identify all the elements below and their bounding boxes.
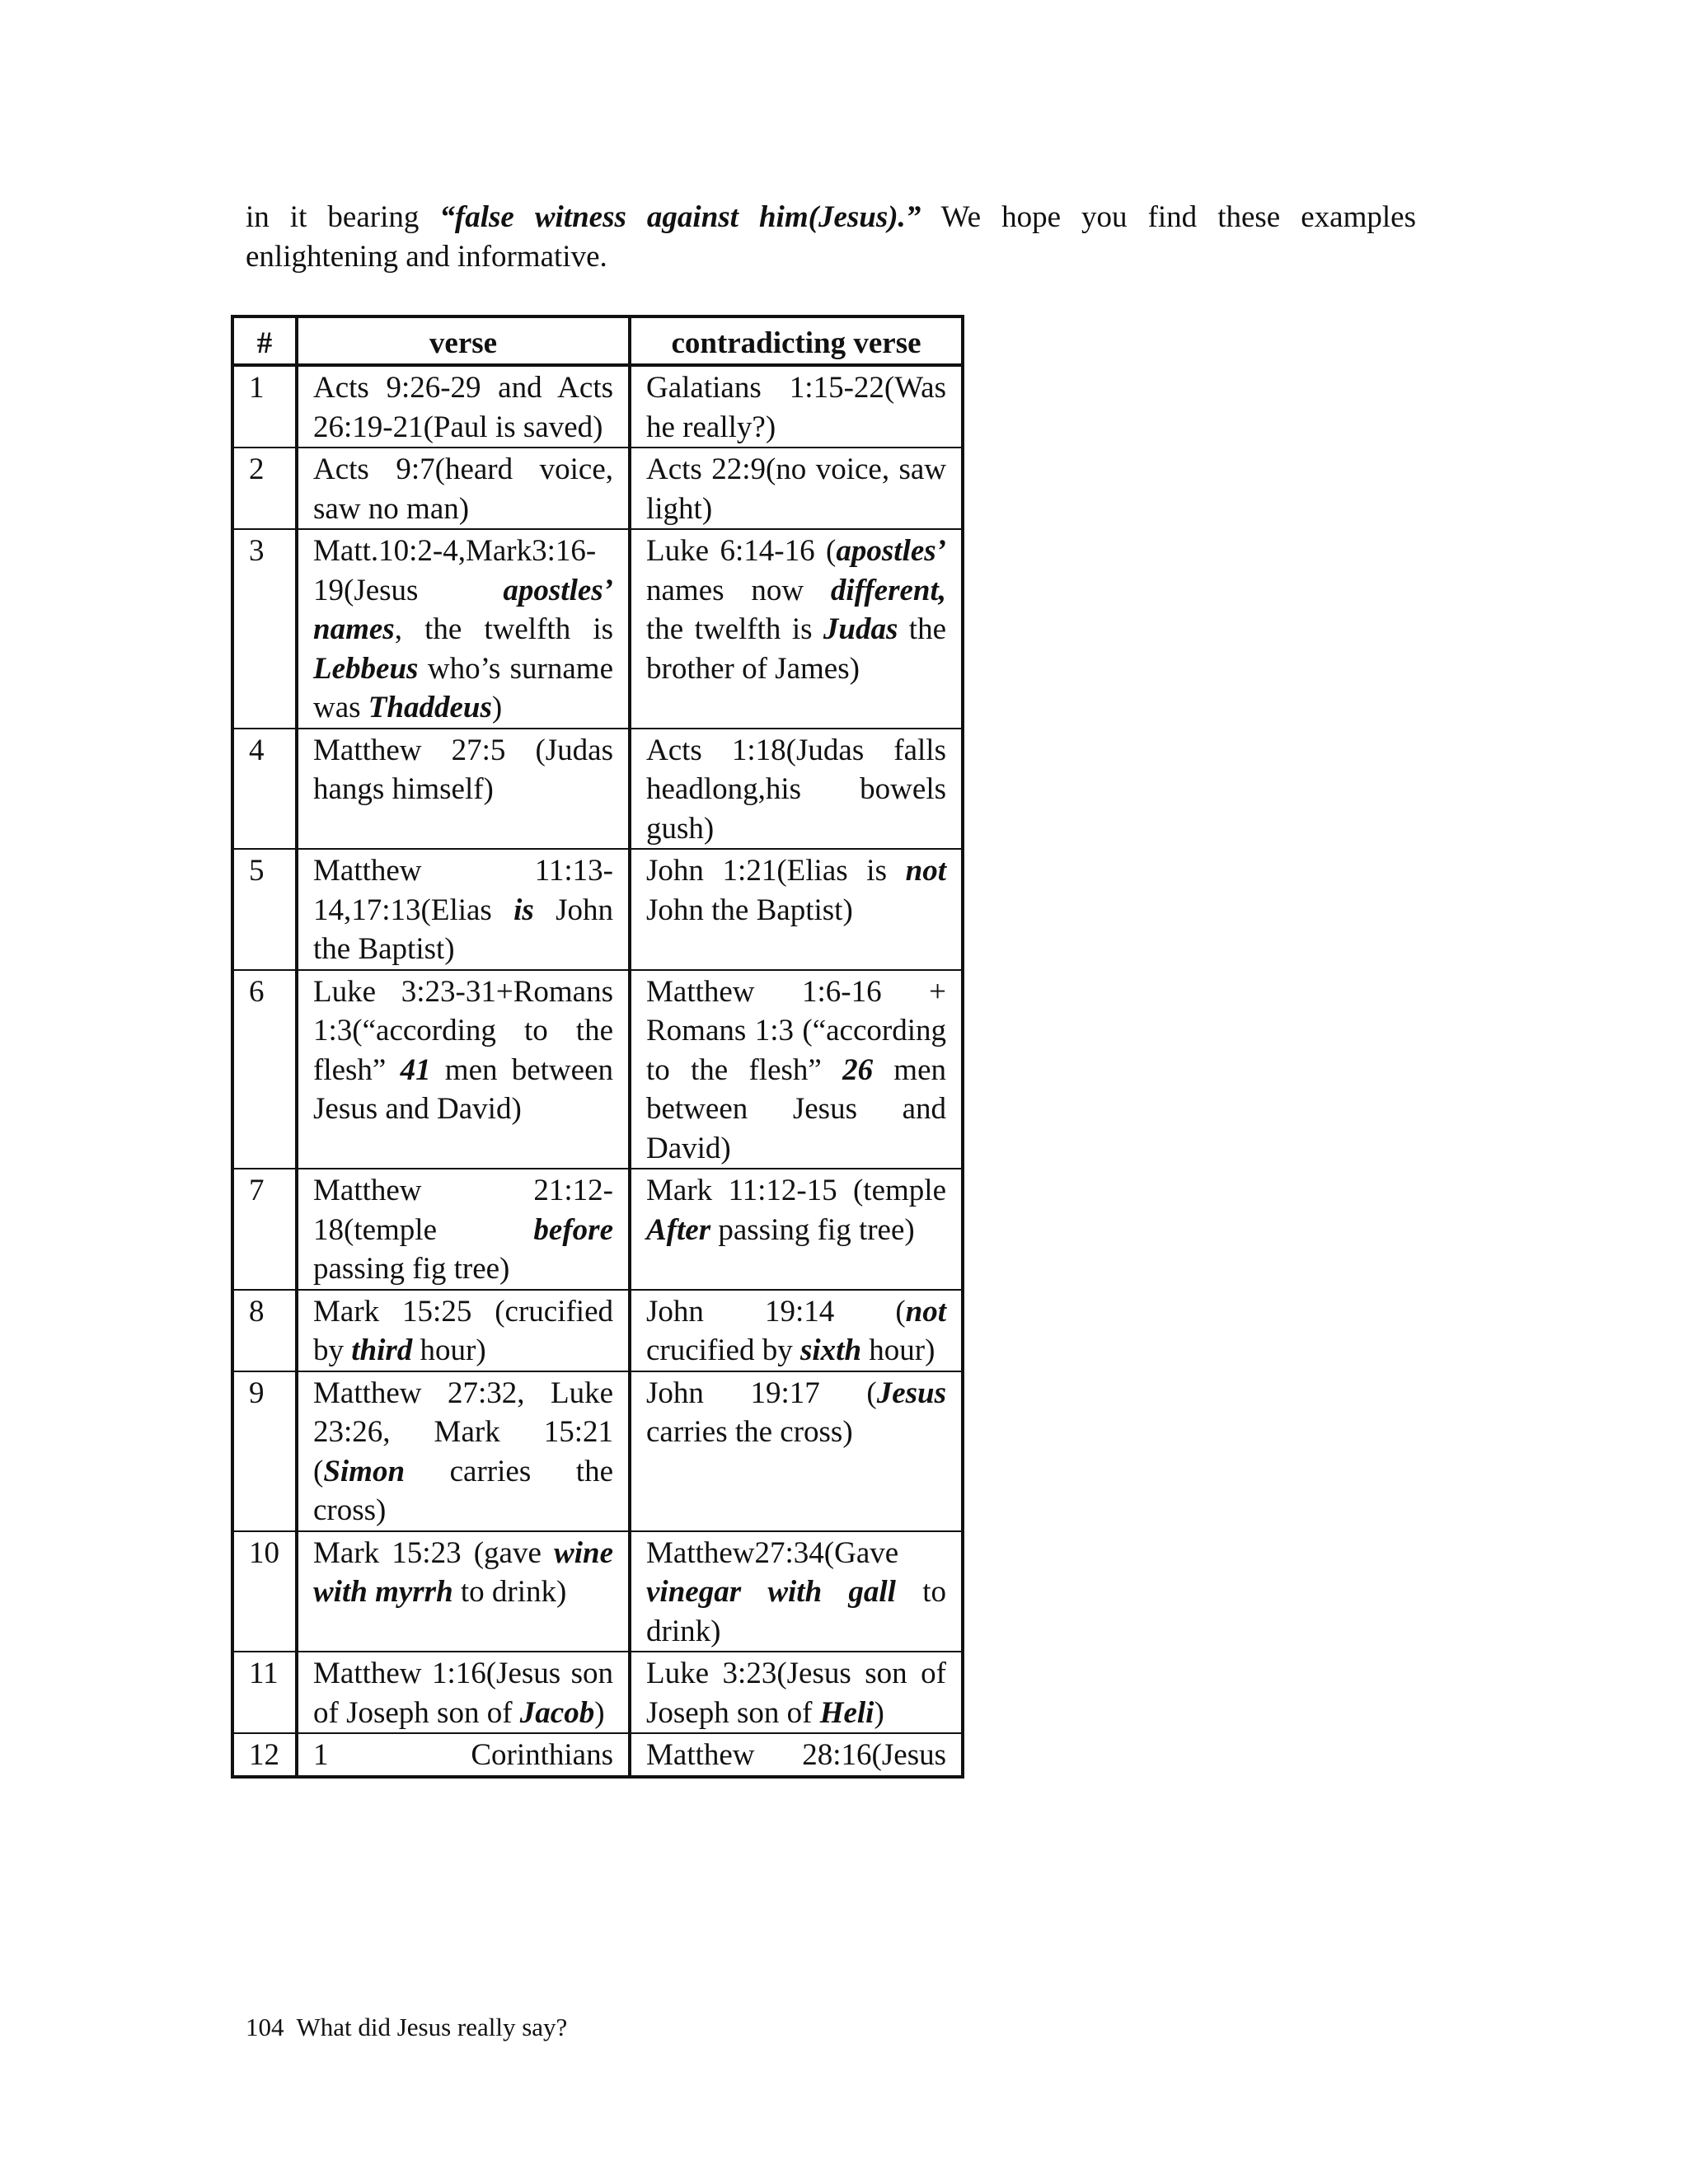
cell-text: men between Jesus and David) — [646, 1052, 947, 1165]
row-number: 3 — [232, 529, 297, 729]
row-number: 6 — [232, 970, 297, 1169]
cell-text: passing fig tree) — [710, 1212, 915, 1247]
page-number: 104 — [246, 2013, 284, 2041]
emphasis-text: not — [905, 854, 946, 888]
contradicting-verse-cell — [630, 1733, 963, 1777]
cell-text: Acts 22:9(no voice, saw light) — [646, 452, 946, 526]
cell-text: 1 Corinthians — [313, 1738, 613, 1772]
emphasis-text: After — [646, 1212, 711, 1247]
cell-text: Matthew 1:16(Jesus son of Joseph son of — [313, 1657, 613, 1730]
emphasis-text: Jesus — [876, 1376, 946, 1410]
emphasis-text: Lebbeus — [313, 651, 419, 686]
contradicting-verse-cell — [630, 1371, 963, 1531]
intro-text-post: We hope you find these examples — [921, 200, 1416, 234]
cell-text: Matthew 1:6-16 + Romans 1:3 (“according to the flesh” — [646, 974, 946, 1087]
contradicting-verse-cell — [630, 529, 963, 729]
verse-cell — [297, 1531, 630, 1652]
intro-paragraph — [246, 198, 1416, 277]
emphasis-text: sixth — [799, 1333, 862, 1367]
emphasis-text: Jacob — [519, 1695, 595, 1730]
emphasis-text: is — [513, 893, 534, 927]
contradicting-verse-cell — [630, 1169, 963, 1290]
row-number: 2 — [232, 448, 297, 529]
emphasis-text: Thaddeus — [368, 691, 492, 724]
row-number: 10 — [232, 1531, 297, 1652]
cell-text: crucified by — [646, 1333, 800, 1367]
row-number: 9 — [232, 1371, 297, 1531]
cell-text: who’s surname was — [313, 651, 613, 724]
emphasis-text: different, — [830, 573, 946, 607]
verse-cell — [297, 849, 630, 970]
emphasis-text: Simon — [323, 1454, 406, 1488]
emphasis-text: third — [351, 1333, 413, 1367]
verse-cell — [297, 729, 630, 850]
cell-text: John 19:14 ( — [646, 1294, 906, 1329]
cell-text: men between Jesus and David) — [313, 1052, 613, 1126]
cell-text: Acts 9:26-29 and Acts 26:19-21(Paul is saved) — [313, 371, 613, 444]
table-body — [232, 365, 963, 1777]
intro-text-pre: in it bearing — [246, 200, 440, 234]
cell-text: passing fig tree) — [313, 1252, 510, 1286]
verse-cell — [297, 1733, 630, 1777]
verse-cell — [297, 1169, 630, 1290]
table-row — [232, 1169, 963, 1290]
cell-text: Luke 3:23(Jesus son of Joseph son of — [646, 1657, 946, 1730]
row-number: 5 — [232, 849, 297, 970]
intro-quote: “false witness against him(Jesus).” — [439, 200, 921, 234]
cell-text: Galatians 1:15-22(Was he really?) — [646, 371, 946, 444]
contradicting-verse-cell — [630, 729, 963, 850]
cell-text: hour) — [412, 1333, 486, 1367]
emphasis-text: wine with myrrh — [313, 1535, 613, 1609]
verse-cell — [297, 1652, 630, 1733]
verse-cell — [297, 1371, 630, 1531]
cell-text: John 1:21(Elias is — [646, 854, 906, 888]
cell-text: to drink) — [646, 1575, 946, 1648]
cell-text: the twelfth is — [646, 612, 823, 646]
cell-text: ) — [874, 1695, 884, 1730]
cell-text: Matt.10:2-4,Mark3:16-19(Jesus — [313, 534, 597, 607]
cell-text: ) — [491, 691, 503, 724]
cell-text: carries the cross) — [313, 1454, 613, 1527]
cell-text: Luke 3:23-31+Romans 1:3(“according to the flesh” — [313, 974, 613, 1087]
cell-text: names now — [646, 573, 831, 607]
verse-cell — [297, 970, 630, 1169]
table-row — [232, 1733, 963, 1777]
table-row — [232, 365, 963, 448]
emphasis-text: apostles’ names — [313, 573, 613, 646]
cell-text: Mark 15:23 (gave — [313, 1535, 555, 1570]
row-number: 11 — [232, 1652, 297, 1733]
cell-text: Matthew 28:16(Jesus — [646, 1738, 946, 1772]
cell-text: Matthew 21:12-18(temple — [313, 1174, 613, 1247]
cell-text: ) — [594, 1695, 605, 1730]
emphasis-text: vinegar with gall — [646, 1575, 896, 1609]
contradicting-verse-cell — [630, 448, 963, 529]
cell-text: Mark 15:25 (crucified by — [313, 1294, 613, 1367]
emphasis-text: Judas — [823, 612, 898, 646]
cell-text: John the Baptist) — [646, 893, 853, 927]
cell-text: Matthew 27:32, Luke 23:26, Mark 15:21 ( — [313, 1376, 613, 1488]
table-row — [232, 1290, 963, 1371]
emphasis-text: not — [905, 1294, 946, 1329]
contradicting-verse-cell — [630, 970, 963, 1169]
cell-text: hour) — [861, 1333, 935, 1367]
running-title: What did Jesus really say? — [296, 2013, 568, 2041]
emphasis-text: 26 — [842, 1052, 874, 1087]
cell-text: , the twelfth is — [394, 612, 613, 646]
table-row — [232, 1371, 963, 1531]
contradicting-verse-cell — [630, 1290, 963, 1371]
table-row — [232, 729, 963, 850]
row-number: 7 — [232, 1169, 297, 1290]
contradicting-verse-cell — [630, 1652, 963, 1733]
cell-text: Matthew 11:13-14,17:13(Elias — [313, 854, 613, 927]
contradicting-verse-cell — [630, 849, 963, 970]
header-contradicting-verse: contradicting verse — [630, 316, 963, 365]
intro-line-1 — [246, 198, 1416, 237]
table-row — [232, 529, 963, 729]
emphasis-text: before — [533, 1212, 613, 1247]
cell-text: Acts 1:18(Judas falls headlong,his bowels gush) — [646, 733, 946, 846]
cell-text: John the Baptist) — [313, 893, 613, 966]
cell-text: Acts 9:7(heard voice, saw no man) — [313, 452, 613, 526]
cell-text: Matthew27:34(Gave — [646, 1535, 899, 1570]
cell-text: Matthew 27:5 (Judas hangs himself) — [313, 733, 613, 806]
header-verse: verse — [297, 316, 630, 365]
verse-cell — [297, 529, 630, 729]
emphasis-text: apostles’ — [836, 534, 946, 568]
row-number: 8 — [232, 1290, 297, 1371]
table-row — [232, 970, 963, 1169]
cell-text: to drink) — [452, 1575, 567, 1609]
contradicting-verse-cell — [630, 365, 963, 448]
cell-text: carries the cross) — [646, 1415, 853, 1449]
cell-text: John 19:17 ( — [646, 1376, 877, 1410]
cell-text: the brother of James) — [646, 612, 946, 686]
table-row — [232, 448, 963, 529]
header-number: # — [232, 316, 297, 365]
verse-cell — [297, 1290, 630, 1371]
cell-text: Luke 6:14-16 ( — [646, 534, 837, 568]
table-header-row — [232, 316, 963, 365]
emphasis-text: 41 — [400, 1052, 431, 1087]
verse-cell — [297, 448, 630, 529]
row-number: 12 — [232, 1733, 297, 1777]
table-row — [232, 849, 963, 970]
row-number: 4 — [232, 729, 297, 850]
emphasis-text: Heli — [819, 1695, 874, 1730]
page-footer — [246, 2011, 567, 2044]
table-row — [232, 1531, 963, 1652]
cell-text: Mark 11:12-15 (temple — [646, 1174, 946, 1207]
row-number: 1 — [232, 365, 297, 448]
verse-cell — [297, 365, 630, 448]
contradicting-verse-cell — [630, 1531, 963, 1652]
contradictions-table — [231, 315, 964, 1779]
table-row — [232, 1652, 963, 1733]
intro-line-2: enlightening and informative. — [246, 240, 607, 274]
